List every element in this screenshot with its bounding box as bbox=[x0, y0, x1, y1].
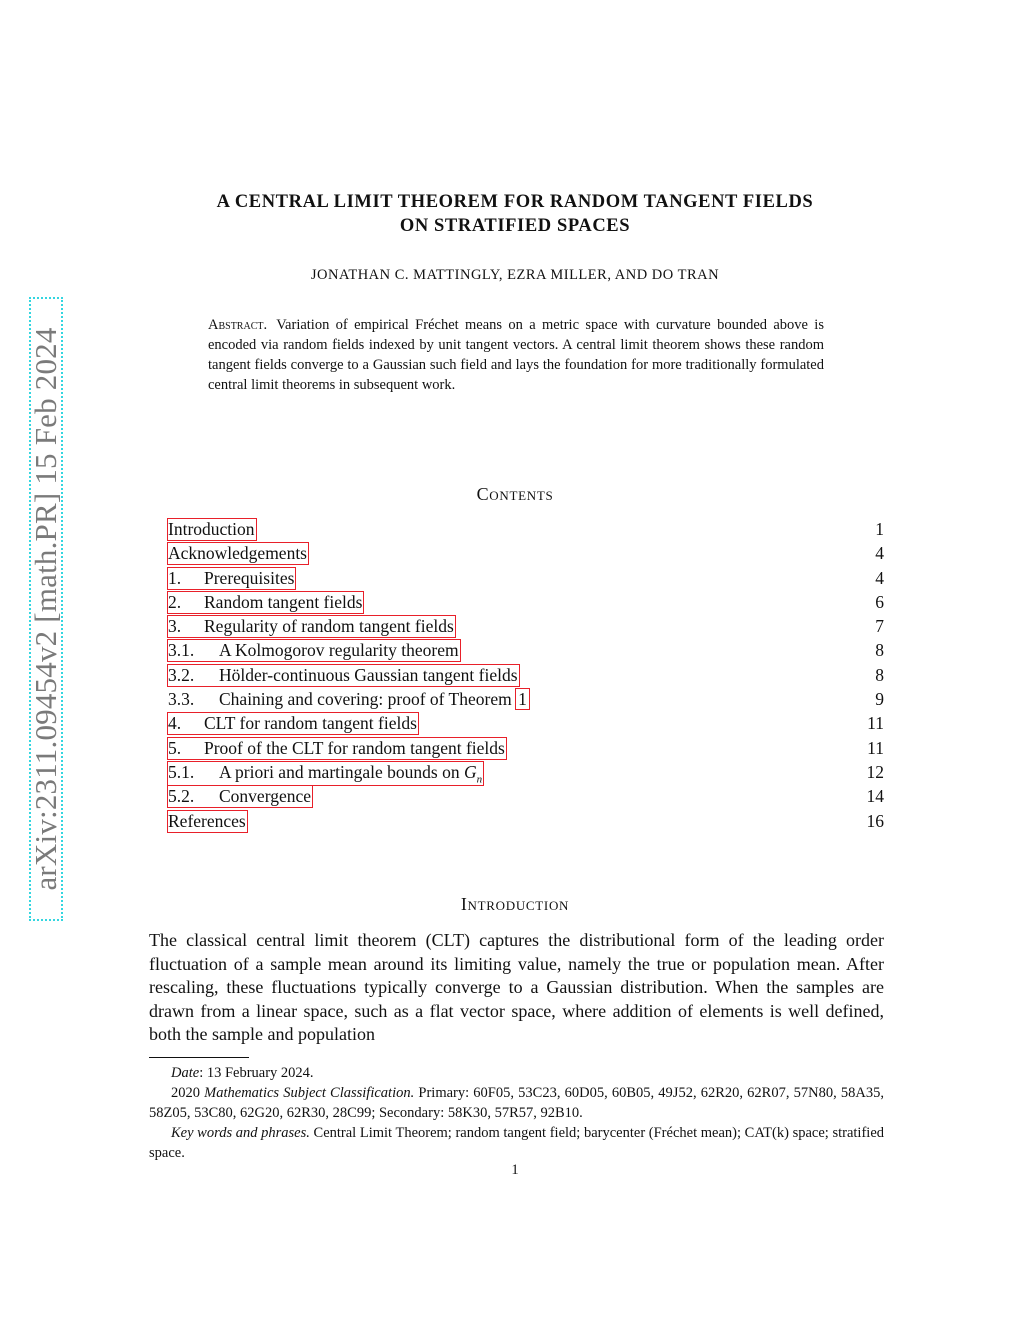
toc-entry-number: 5.2. bbox=[168, 786, 195, 807]
toc-entry-label: Hölder-continuous Gaussian tangent fields bbox=[219, 664, 518, 685]
toc-link-a-priori-bounds[interactable] bbox=[168, 762, 483, 786]
toc-entry-label: Prerequisites bbox=[204, 567, 295, 588]
toc-link-references[interactable] bbox=[168, 811, 247, 832]
toc-row bbox=[168, 567, 884, 591]
toc-row bbox=[168, 810, 884, 834]
intro-paragraph: The classical central limit theorem (CLT) captures the distributional form of the leading order fluctuation of a sample mean around its limiting value, namely the true or population mean. After rescaling, these fluctuations typically converge to a Gaussian distribution. When the samples are drawn from a linear space, such as a flat vector space, where addition of elements is well defined, both the sample and population bbox=[149, 930, 884, 1044]
toc-link-clt[interactable] bbox=[168, 713, 418, 734]
toc-page-number: 4 bbox=[875, 543, 884, 564]
section-heading-introduction: Introduction bbox=[460, 894, 570, 914]
footnote-keywords bbox=[149, 1123, 884, 1163]
toc-entry-label: A priori and martingale bounds on bbox=[219, 761, 460, 782]
keywords-label: Key words and phrases. bbox=[171, 1125, 310, 1141]
toc-entry-label: CLT for random tangent fields bbox=[204, 713, 417, 734]
toc-page-number: 14 bbox=[866, 786, 884, 807]
arxiv-stamp[interactable] bbox=[29, 297, 63, 921]
toc-page-number: 7 bbox=[875, 616, 884, 637]
keywords-value: Central Limit Theorem; random tangent field; barycenter (Fréchet mean); CAT(k) space; stratified space. bbox=[149, 1125, 884, 1161]
table-of-contents bbox=[168, 518, 884, 834]
toc-row bbox=[168, 591, 884, 615]
toc-entry-label: Introduction bbox=[168, 519, 255, 539]
toc-row bbox=[168, 737, 884, 761]
abstract bbox=[208, 315, 824, 395]
date-label: Date bbox=[171, 1065, 200, 1081]
toc-entry-number: 3. bbox=[168, 616, 182, 637]
toc-entry-number: 3.3. bbox=[168, 689, 195, 710]
toc-page-number: 8 bbox=[875, 664, 884, 685]
msc-value: Primary: 60F05, 53C23, 60D05, 60B05, 49J52, 62R20, 62R07, 57N80, 58A35, 58Z05, 53C80, 62G20, 62R30, 28C99; Secondary: 58K30, 57R57, 92B10. bbox=[149, 1085, 884, 1121]
toc-page-number: 8 bbox=[875, 640, 884, 661]
abstract-label: Abstract. bbox=[208, 317, 268, 333]
footnote-divider bbox=[149, 1057, 249, 1058]
toc-entry-label: A Kolmogorov regularity theorem bbox=[219, 640, 459, 661]
math-subscript: n bbox=[476, 773, 483, 786]
toc-entry-number: 4. bbox=[168, 713, 182, 734]
toc-row bbox=[168, 712, 884, 736]
toc-link-regularity[interactable] bbox=[168, 616, 455, 637]
toc-link-kolmogorov[interactable] bbox=[168, 640, 460, 661]
toc-entry-number: 3.2. bbox=[168, 664, 195, 685]
footnote-date bbox=[149, 1063, 884, 1083]
toc-entry-label: Acknowledgements bbox=[168, 543, 307, 564]
contents-heading: Contents bbox=[476, 484, 554, 504]
toc-entry-label: Random tangent fields bbox=[204, 591, 363, 612]
toc-page-number: 11 bbox=[867, 737, 884, 758]
date-value: : 13 February 2024. bbox=[199, 1065, 314, 1081]
math-symbol: G bbox=[463, 761, 477, 782]
footnotes bbox=[149, 1063, 884, 1163]
page-number: 1 bbox=[511, 1162, 519, 1178]
toc-page-number: 11 bbox=[867, 713, 884, 734]
toc-entry-number: 5.1. bbox=[168, 761, 195, 782]
title-line-2: ON STRATIFIED SPACES bbox=[399, 216, 631, 236]
toc-entry-label: Proof of the CLT for random tangent fields bbox=[204, 737, 505, 758]
toc-row bbox=[168, 518, 884, 542]
toc-entry-label: References bbox=[168, 810, 246, 831]
toc-entry-number: 3.1. bbox=[168, 640, 195, 661]
toc-page-number: 1 bbox=[875, 519, 884, 539]
toc-page-number: 4 bbox=[875, 567, 884, 588]
msc-label: Mathematics Subject Classification. bbox=[204, 1085, 415, 1101]
theorem-reference-link[interactable]: 1 bbox=[518, 689, 527, 710]
toc-row bbox=[168, 542, 884, 566]
toc-entry-number: 1. bbox=[168, 567, 182, 588]
toc-row bbox=[168, 639, 884, 663]
msc-prefix: 2020 bbox=[171, 1085, 205, 1101]
toc-link-acknowledgements[interactable] bbox=[168, 543, 308, 564]
toc-page-number: 9 bbox=[875, 689, 884, 710]
toc-page-number: 12 bbox=[866, 761, 884, 782]
toc-entry-label: Convergence bbox=[219, 786, 312, 807]
authors: JONATHAN C. MATTINGLY, EZRA MILLER, AND DO TRAN bbox=[310, 267, 720, 283]
paper-title bbox=[140, 190, 890, 238]
toc-entry-number: 5. bbox=[168, 737, 182, 758]
title-line-1: A CENTRAL LIMIT THEOREM FOR RANDOM TANGENT FIELDS bbox=[216, 192, 814, 212]
toc-page-number: 6 bbox=[875, 591, 884, 612]
toc-row bbox=[168, 688, 884, 712]
toc-link-proof-clt[interactable] bbox=[168, 738, 506, 759]
toc-entry-chaining bbox=[168, 689, 529, 710]
toc-link-convergence[interactable] bbox=[168, 786, 312, 807]
abstract-text: Variation of empirical Fréchet means on a metric space with curvature bounded above is encoded via random fields indexed by unit tangent vectors. A central limit theorem shows these random tangent fields converge to a Gaussian such field and lays the foundation for more traditionally formulated central limit theorems in subsequent work. bbox=[208, 317, 824, 393]
toc-row bbox=[168, 761, 884, 785]
toc-entry-number: 2. bbox=[168, 591, 182, 612]
toc-link-holder-continuous[interactable] bbox=[168, 665, 519, 686]
toc-row bbox=[168, 664, 884, 688]
toc-page-number: 16 bbox=[866, 810, 884, 831]
toc-link-prerequisites[interactable] bbox=[168, 568, 295, 589]
arxiv-identifier: arXiv:2311.09454v2 [math.PR] 15 Feb 2024 bbox=[28, 327, 63, 891]
toc-link-introduction[interactable] bbox=[168, 519, 256, 540]
toc-entry-label: Regularity of random tangent fields bbox=[204, 616, 454, 637]
toc-entry-label: Chaining and covering: proof of Theorem bbox=[219, 689, 512, 710]
toc-link-random-tangent-fields[interactable] bbox=[168, 592, 363, 613]
footnote-msc bbox=[149, 1083, 884, 1123]
toc-row bbox=[168, 615, 884, 639]
toc-row bbox=[168, 785, 884, 809]
